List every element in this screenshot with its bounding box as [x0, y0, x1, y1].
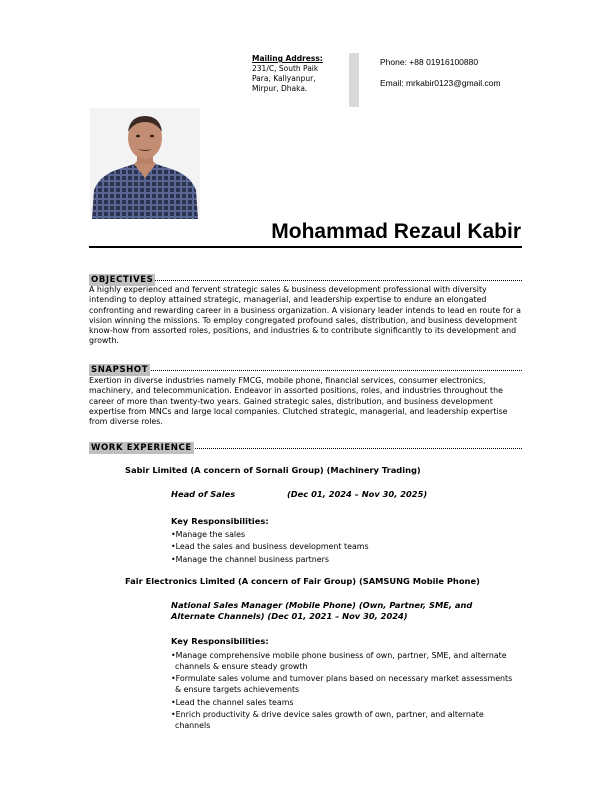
job-role: National Sales Manager (Mobile Phone) (Own, Partner, SME, and Alternate Channels) (Dec 01, 2021 – Nov 30, 2024) — [171, 600, 473, 621]
mailing-address-label: Mailing Address: — [252, 54, 323, 63]
job-company: Fair Electronics Limited (A concern of Fair Group) (SAMSUNG Mobile Phone) — [125, 576, 480, 586]
email-address: Email: mrkabir0123@gmail.com — [380, 78, 501, 88]
profile-photo — [90, 108, 200, 219]
job-dates: (Dec 01, 2024 – Nov 30, 2025) — [287, 489, 428, 499]
section-title: WORK EXPERIENCE — [91, 443, 192, 453]
candidate-name: Mohammad Rezaul Kabir — [271, 220, 521, 243]
list-item: • Enrich productivity & drive device sales growth of own, partner, and alternate channels — [171, 709, 516, 731]
phone-number: Phone: +88 01916100880 — [380, 57, 479, 67]
section-work-header — [89, 435, 522, 453]
section-title: SNAPSHOT — [91, 365, 149, 375]
list-item: • Formulate sales volume and turnover plans based on necessary market assessments & ensure targets achievements — [171, 673, 516, 695]
responsibilities-label: Key Responsibilities: — [171, 636, 269, 646]
job-title: Head of Sales — [171, 489, 236, 499]
address-line: Para, Kallyanpur, — [252, 74, 316, 83]
section-title: OBJECTIVES — [91, 275, 154, 285]
job-role — [171, 489, 428, 499]
mailing-address — [252, 64, 318, 94]
list-item: • Lead the sales and business development teams — [171, 541, 516, 552]
address-line: 231/C, South Paik — [252, 64, 319, 73]
snapshot-text: Exertion in diverse industries namely FMCG, mobile phone, financial services, consumer electronics, machinery, and telecommunication. Endeavor in assorted positions, roles, and industries throughout the career of more than twenty-two years. Gained strategic sales, distribution, and business development expertise from MNCs and large local companies. Clutched strategic, managerial, and leadership expertise from diverse roles. — [89, 376, 508, 427]
list-item: • Lead the channel sales teams — [171, 697, 516, 708]
responsibility-list — [171, 529, 516, 566]
contact-divider-bar — [349, 53, 359, 107]
list-item: • Manage comprehensive mobile phone business of own, partner, SME, and alternate channels & ensure steady growth — [171, 650, 516, 672]
list-item: • Manage the channel business partners — [171, 554, 516, 565]
list-item: • Manage the sales — [171, 529, 516, 540]
responsibilities-label: Key Responsibilities: — [171, 516, 269, 526]
address-line: Mirpur, Dhaka. — [252, 84, 308, 93]
name-divider — [89, 246, 522, 248]
responsibility-list — [171, 650, 516, 732]
section-snapshot-header — [89, 357, 522, 375]
job-company: Sabir Limited (A concern of Sornali Group) (Machinery Trading) — [125, 465, 421, 475]
section-objectives-header — [89, 267, 522, 285]
person-portrait-icon — [90, 108, 200, 219]
objectives-text: A highly experienced and fervent strategic sales & business development professional with diversity intending to deploy attained strategic, managerial, and leadership expertise to endure an elongated confronting and rewarding career in a business organization. A visionary leader intends to lead en route for a vision winning the missions. To employ congregated profound sales, distribution, and business development know-how from assorted roles, positions, and industries & to contribute significantly to its development and growth. — [89, 285, 521, 346]
